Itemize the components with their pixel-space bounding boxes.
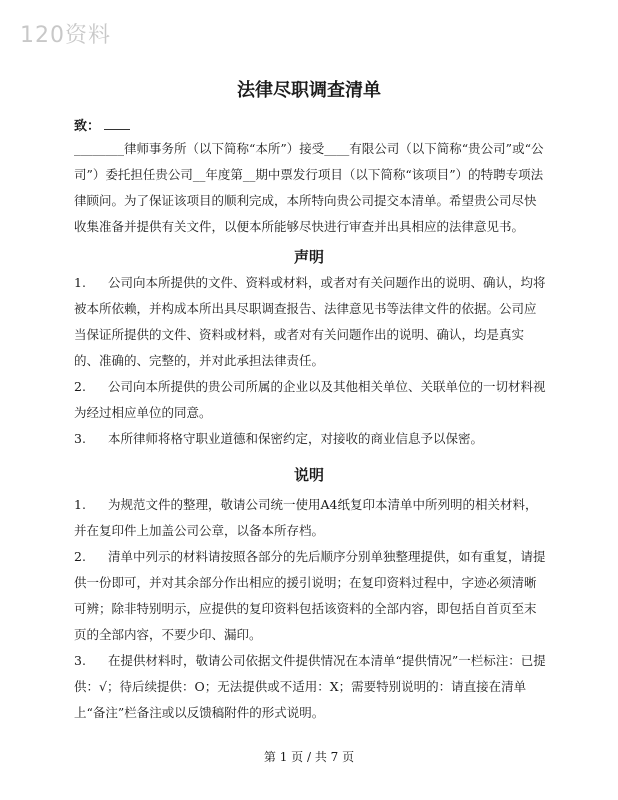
intro-paragraph [74, 136, 546, 240]
list-item [74, 374, 546, 426]
document-title: 法律尽职调查清单 [237, 80, 381, 101]
item-number: 1. [74, 497, 86, 512]
item-number: 3. [74, 431, 86, 446]
item-text: 清单中列示的材料请按照各部分的先后顺序分别单独整理提供，如有重复，请提供一份即可，并对其余部分作出相应的援引说明；在复印资料过程中，字迹必须清晰可辨；除非特别明示，应提供的复印资料包括该资料的全部内容，即包括自首页至末页的全部内容，不要少印、漏印。 [74, 549, 546, 642]
item-text: 公司向本所提供的贵公司所属的企业以及其他相关单位、关联单位的一切材料视为经过相应单位的同意。 [74, 379, 546, 420]
section-heading-notes: 说明 [293, 466, 324, 484]
list-item [74, 492, 546, 544]
item-number: 2. [74, 549, 86, 564]
list-item [74, 426, 546, 452]
item-number: 2. [74, 379, 86, 394]
item-number: 1. [74, 275, 86, 290]
item-text: 本所律师将格守职业道德和保密约定，对接收的商业信息予以保密。 [108, 431, 484, 446]
list-item [74, 270, 546, 374]
item-text: 在提供材料时，敬请公司依据文件提供情况在本清单“提供情况”一栏标注：已提供：√；待后续提供：O；无法提供或不适用：X；需要特别说明的：请直接在清单上“备注”栏备注或以反馈稿附件的形式说明。 [74, 653, 546, 720]
section-heading-declaration: 声明 [293, 248, 324, 266]
intro-text: ________律师事务所（以下简称“本所”）接受____有限公司（以下简称“贵公司”或“公司”）委托担任贵公司__年度第__期中票发行项目（以下简称“该项目”）的特聘专项法律顾问。为了保证该项目的顺利完成，本所特向贵公司提交本清单。希望贵公司尽快收集准备并提供有关文件，以便本所能够尽快进行审查并出具相应的法律意见书。 [74, 141, 544, 234]
addressee-line [74, 115, 130, 134]
item-text: 公司向本所提供的文件、资料或材料，或者对有关问题作出的说明、确认，均将被本所依赖，并构成本所出具尽职调查报告、法律意见书等法律文件的依据。公司应当保证所提供的文件、资料或材料，或者对有关问题作出的说明、确认，均是真实的、准确的、完整的，并对此承担法律责任。 [74, 275, 546, 368]
item-text: 为规范文件的整理，敬请公司统一使用A4纸复印本清单中所列明的相关材料，并在复印件上加盖公司公章，以备本所存档。 [74, 497, 538, 538]
page-footer: 第 1 页 / 共 7 页 [263, 750, 355, 764]
declaration-list [74, 270, 546, 452]
watermark-logo: 120资料 [20, 23, 111, 48]
item-number: 3. [74, 653, 86, 668]
notes-list [74, 492, 546, 726]
list-item [74, 648, 546, 726]
addressee-label: 致： [74, 119, 101, 134]
list-item [74, 544, 546, 648]
addressee-blank [104, 117, 130, 130]
